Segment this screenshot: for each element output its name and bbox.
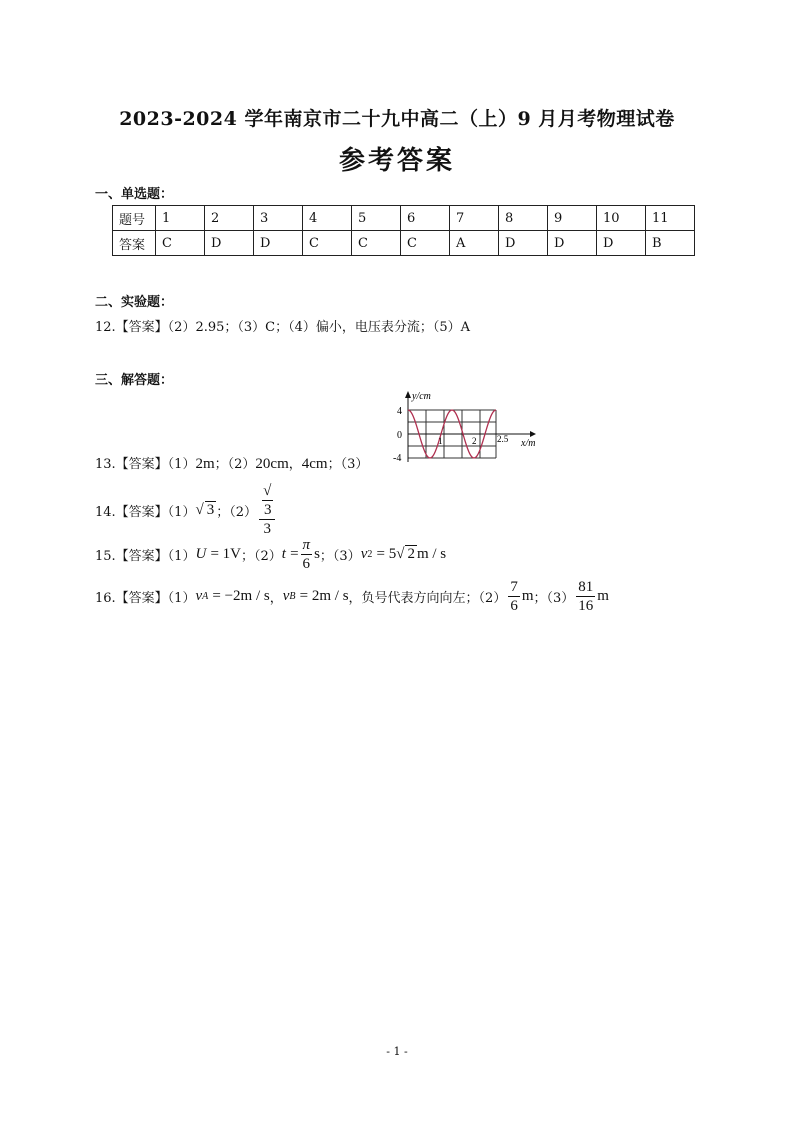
- row-label: 答案: [113, 231, 156, 256]
- section-heading-single-choice: 一、单选题：: [95, 187, 174, 202]
- math-value: 4cm: [301, 456, 328, 472]
- table-row-numbers: [113, 206, 695, 231]
- x-axis-arrow: [530, 431, 536, 437]
- fraction-denominator: 6: [510, 598, 518, 614]
- table-cell: 7: [450, 206, 499, 231]
- separator: ；（2）: [216, 504, 257, 520]
- answer-prefix: 14.【答案】（1）: [95, 504, 196, 520]
- math-variable: v: [360, 546, 368, 562]
- x-tick-label: 2: [472, 436, 477, 446]
- sqrt-expression: √ 2: [396, 546, 415, 562]
- sqrt-radicand: 2: [407, 546, 415, 562]
- math-subscript: B: [289, 591, 296, 602]
- table-cell: A: [450, 231, 499, 256]
- table-cell: C: [401, 231, 450, 256]
- fraction-denominator: 16: [578, 598, 594, 614]
- table-cell: 1: [156, 206, 205, 231]
- separator: ，: [269, 591, 283, 606]
- answer-q13: [95, 453, 368, 473]
- fraction: [508, 578, 520, 615]
- math-value: = 5: [376, 546, 397, 562]
- separator: ，: [288, 457, 302, 472]
- table-cell: 2: [205, 206, 254, 231]
- table-cell: D: [254, 231, 303, 256]
- table-cell: B: [646, 231, 695, 256]
- fraction-numerator: √ 3: [259, 482, 276, 520]
- math-variable: v: [195, 588, 203, 604]
- fraction-denominator: 6: [302, 556, 311, 572]
- math-unit: m: [521, 588, 534, 604]
- separator: ；（3）: [327, 457, 369, 472]
- math-value: 20cm: [255, 456, 289, 472]
- fraction-denominator: 3: [263, 521, 271, 537]
- answer-note: ，负号代表方向向左；（2）: [348, 591, 507, 606]
- sqrt-radicand: 3: [206, 501, 215, 518]
- table-cell: 8: [499, 206, 548, 231]
- fraction-numerator: 81: [578, 579, 594, 595]
- table-cell: 5: [352, 206, 401, 231]
- separator: ；（3）: [533, 591, 575, 606]
- math-subscript: A: [202, 591, 209, 602]
- fraction: [301, 536, 313, 573]
- math-variable: v: [282, 588, 290, 604]
- table-cell: D: [548, 231, 597, 256]
- table-cell: 9: [548, 206, 597, 231]
- sqrt-radicand: 3: [263, 502, 272, 518]
- separator: ；（3）: [319, 549, 361, 564]
- sqrt-expression: √ 3: [195, 501, 215, 518]
- math-variable: t: [281, 546, 286, 562]
- math-unit: m / s: [416, 546, 447, 562]
- table-cell: D: [597, 231, 646, 256]
- table-cell: 11: [646, 206, 695, 231]
- x-tick-label: 1: [438, 436, 443, 446]
- table-cell: D: [205, 231, 254, 256]
- table-cell: C: [303, 231, 352, 256]
- fraction: [259, 482, 276, 538]
- wave-graph: [390, 388, 550, 468]
- document-subtitle: 参考答案: [338, 146, 455, 176]
- math-subscript: 2: [367, 549, 373, 560]
- section-heading-experiment: 二、实验题：: [95, 295, 174, 310]
- table-cell: D: [499, 231, 548, 256]
- y-tick-label: -4: [393, 453, 402, 464]
- answer-q12: 12.【答案】（2）2.95；（3）C；（4）偏小，电压表分流；（5）A: [95, 320, 471, 335]
- math-value: 2m: [195, 456, 215, 472]
- section-heading-solutions: 三、解答题：: [95, 373, 174, 388]
- math-value: = −2m / s: [212, 588, 270, 604]
- table-cell: 10: [597, 206, 646, 231]
- x-tick-label: 2.5: [497, 434, 509, 444]
- x-axis-label: x/m: [521, 438, 536, 449]
- fraction-numerator: π: [302, 537, 311, 553]
- math-variable: U: [195, 546, 207, 562]
- table-cell: 4: [303, 206, 352, 231]
- math-value: = 2m / s: [299, 588, 349, 604]
- answer-q15: [95, 536, 446, 573]
- table-cell: C: [156, 231, 205, 256]
- page-number: - 1 -: [386, 1045, 408, 1058]
- table-cell: 6: [401, 206, 450, 231]
- answer-prefix: 13.【答案】（1）: [95, 457, 196, 472]
- fraction: [576, 578, 595, 615]
- separator: ；（2）: [214, 457, 256, 472]
- y-tick-label: 0: [397, 430, 402, 441]
- math-unit: m: [597, 588, 609, 604]
- answer-prefix: 15.【答案】（1）: [95, 549, 196, 564]
- row-label: 题号: [113, 206, 156, 231]
- fraction-numerator: 7: [510, 579, 518, 595]
- y-axis-arrow: [405, 391, 411, 398]
- math-value: = 1V: [210, 546, 241, 562]
- y-axis-label: y/cm: [412, 391, 431, 402]
- math-unit: s: [314, 546, 320, 562]
- document-title: 2023-2024 学年南京市二十九中高二（上）9 月月考物理试卷: [119, 108, 675, 130]
- table-cell: 3: [254, 206, 303, 231]
- answer-q14: [95, 482, 277, 538]
- answer-prefix: 16.【答案】（1）: [95, 591, 196, 606]
- y-tick-label: 4: [397, 406, 402, 417]
- answer-q16: [95, 578, 609, 615]
- math-operator: =: [290, 546, 299, 562]
- separator: ；（2）: [240, 549, 282, 564]
- table-cell: C: [352, 231, 401, 256]
- table-row-answers: [113, 231, 695, 256]
- answer-table: [112, 205, 695, 256]
